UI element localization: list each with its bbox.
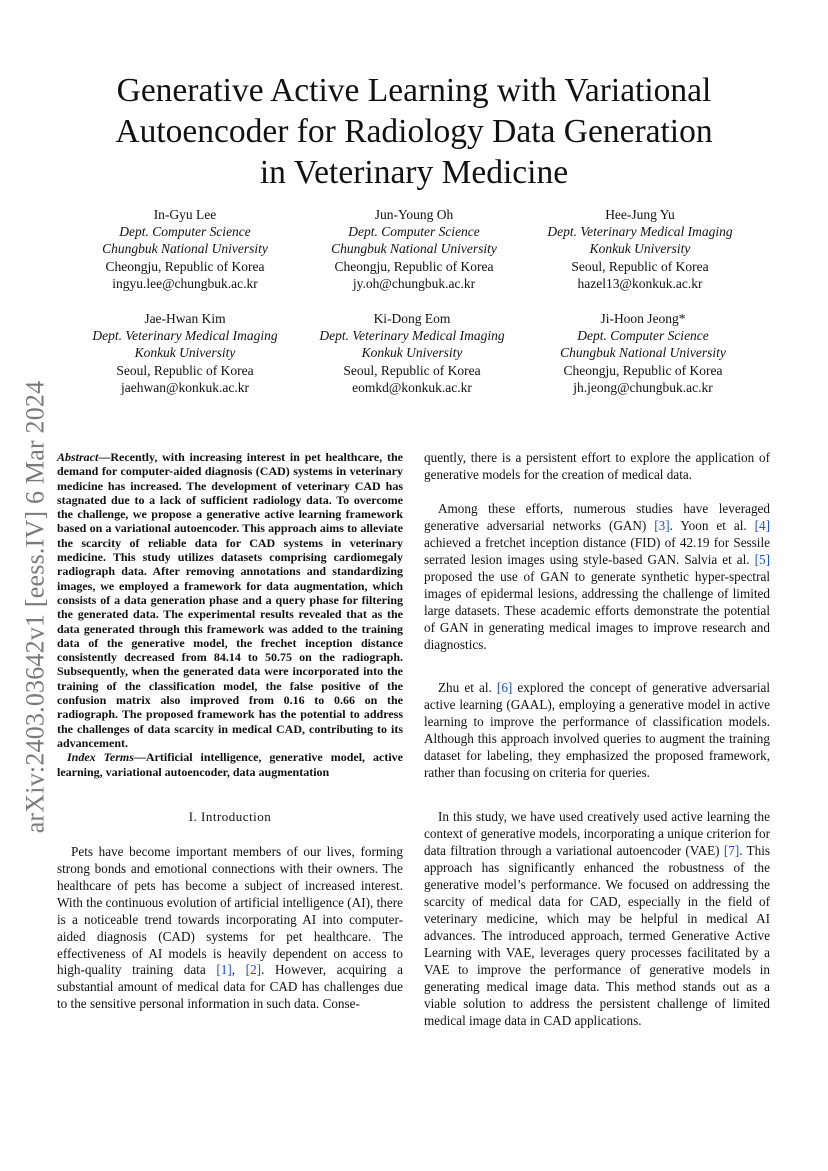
text-run: proposed the use of GAN to generate synthetic hyper-spectral images of epidermal lesions, addressing the challenge of limited large datasets. These academic efforts demonstrate the potential of GAN in generating medical images to improve research and diagnostics. (424, 568, 770, 652)
text-run: , (231, 962, 246, 978)
paragraph-continuation: quently, there is a persistent effort to explore the application of generative models for the creation of medical data. (424, 450, 770, 482)
citation-link[interactable]: [3] (654, 517, 670, 533)
citation-link[interactable]: [5] (754, 551, 770, 567)
arxiv-id: arXiv:2403.03642v1 [eess.IV] 6 Mar 2024 (20, 380, 50, 834)
abstract-label: Abstract (57, 450, 99, 464)
author-univ: Konkuk University (589, 241, 691, 257)
author-univ: Chungbuk National University (331, 241, 497, 257)
text-run: explored the concept of generative adversarial active learning (GAAL), employing a generative model in active learning to improve the performance of classification models. Although this approach involved queries to augment the training dataset for labeling, they emphasized the proposed framework, rather than focusing on criteria for queries. (424, 680, 770, 781)
right-column (424, 450, 770, 1030)
left-column (57, 450, 403, 1013)
text-run: . However, acquiring a substantial amount of medical data for CAD has challenges due to the sensitive personal information in such data. Conse- (57, 962, 404, 1012)
author-name: Ji-Hoon Jeong* (600, 311, 686, 326)
author-name: In-Gyu Lee (153, 207, 217, 222)
author-location: Seoul, Republic of Korea (343, 362, 481, 378)
section-heading: I. Introduction (188, 808, 272, 824)
author-dept: Dept. Computer Science (577, 328, 709, 344)
author-email: eomkd@konkuk.ac.kr (352, 379, 472, 395)
index-terms (57, 750, 403, 779)
author-univ: Konkuk University (134, 345, 236, 361)
author-location: Seoul, Republic of Korea (571, 258, 709, 274)
text-run: Pets have become important members of our lives, forming strong bonds and emotional connections with their owners. The healthcare of pets has become a subject of increased interest. With the continuous evolution of artificial intelligence (AI), there is a noticeable trend towards incorporating AI into computer-aided diagnosis (CAD) systems for pet healthcare. The effectiveness of AI models is heavily dependent on access to high-quality training data (57, 843, 403, 978)
citation-link[interactable]: [2] (245, 962, 262, 978)
author-block (294, 206, 534, 292)
author-location: Cheongju, Republic of Korea (105, 258, 265, 274)
author-dept: Dept. Veterinary Medical Imaging (319, 328, 505, 344)
author-dept: Dept. Veterinary Medical Imaging (547, 224, 733, 240)
author-block (65, 206, 305, 292)
text-run: . This approach has significantly enhanced the robustness of the generative model’s performance. We focused on addressing the scarcity of medical data for CAD, especially in the field of veterinary medicine, which may be helpful in medical AI advances. The introduced approach, termed Generative Active Learning with VAE, leverages query processes facilitated by a VAE to improve the performance of generative models in generating medical image data. This method stands out as a viable solution to address the persistent challenge of limited medical image data in CAD applications. (424, 843, 770, 1028)
author-block (520, 206, 760, 292)
intro-paragraph (57, 844, 403, 1014)
author-email: jy.oh@chungbuk.ac.kr (352, 275, 476, 291)
title-line-2: Autoencoder for Radiology Data Generation (115, 113, 713, 150)
author-block (292, 310, 532, 396)
author-name: Jae-Hwan Kim (144, 311, 226, 326)
author-location: Cheongju, Republic of Korea (563, 362, 723, 378)
abstract-text: —Recently, with increasing interest in pet healthcare, the demand for computer-aided diagnosis (CAD) systems in veterinary medicine has increased. The development of veterinary CAD has stagnated due to a lack of sufficient radiology data. To overcome the challenge, we propose a generative active learning framework based on a variational autoencoder. This approach aims to alleviate the scarcity of reliable data for CAD systems in veterinary medicine. This study utilizes datasets comprising cardiomegaly radiograph data. After removing annotations and standardizing images, we employed a framework for data augmentation, which consists of a data generation phase and a query phase for filtering the generated data. The experimental results revealed that as the data generated through this framework was added to the training data of the generative model, the frechet inception distance consistently decreased from 84.14 to 50.75 on the radiograph. Subsequently, when the generated data were incorporated into the training of the classification model, the false positive of the confusion matrix also improved from 0.16 to 0.66 on the radiograph. The proposed framework has the potential to address the challenges of data scarcity in medical CAD, contributing to its advancement. (57, 450, 403, 750)
title-line-3: in Veterinary Medicine (259, 154, 569, 191)
arxiv-stamp (17, 352, 53, 862)
author-name: Ki-Dong Eom (373, 311, 451, 326)
text-run: achieved a fretchet inception distance (FID) of 42.19 for Sessile serrated lesion images using style-based GAN. Salvia et al. (424, 534, 770, 567)
author-name: Hee-Jung Yu (605, 207, 675, 222)
text-run: . Yoon et al. (669, 517, 755, 533)
paper-title (80, 70, 748, 193)
author-dept: Dept. Computer Science (348, 224, 480, 240)
paragraph (424, 809, 770, 1029)
author-dept: Dept. Veterinary Medical Imaging (92, 328, 278, 344)
citation-link[interactable]: [6] (496, 680, 513, 696)
author-email: hazel13@konkuk.ac.kr (577, 275, 703, 291)
index-terms-text: —Artificial intelligence, generative model, active learning, variational autoencoder, data augmentation (57, 750, 403, 779)
author-block (523, 310, 763, 396)
citation-link[interactable]: [1] (216, 962, 232, 978)
author-univ: Konkuk University (361, 345, 463, 361)
paragraph (424, 501, 770, 654)
author-email: ingyu.lee@chungbuk.ac.kr (112, 275, 258, 291)
author-email: jh.jeong@chungbuk.ac.kr (573, 379, 713, 395)
citation-link[interactable]: [4] (754, 517, 770, 533)
citation-link[interactable]: [7] (723, 843, 740, 859)
author-dept: Dept. Computer Science (119, 224, 251, 240)
author-location: Seoul, Republic of Korea (116, 362, 254, 378)
text-run: In this study, we have used creatively used active learning the context of generative models, incorporating a unique criterion for data filtration through a variational autoencoder (VAE) (424, 809, 770, 859)
text-run: Among these efforts, numerous studies have leveraged generative adversarial networks (GAN) (424, 500, 770, 533)
author-univ: Chungbuk National University (560, 345, 726, 361)
author-name: Jun-Young Oh (374, 207, 454, 222)
text-run: Zhu et al. (438, 680, 497, 696)
author-location: Cheongju, Republic of Korea (334, 258, 494, 274)
title-line-1: Generative Active Learning with Variational (116, 72, 712, 109)
abstract (57, 450, 403, 750)
author-email: jaehwan@konkuk.ac.kr (121, 379, 249, 395)
author-block (65, 310, 305, 396)
paragraph (424, 680, 770, 782)
index-terms-label: Index Terms (67, 750, 134, 765)
author-univ: Chungbuk National University (102, 241, 268, 257)
